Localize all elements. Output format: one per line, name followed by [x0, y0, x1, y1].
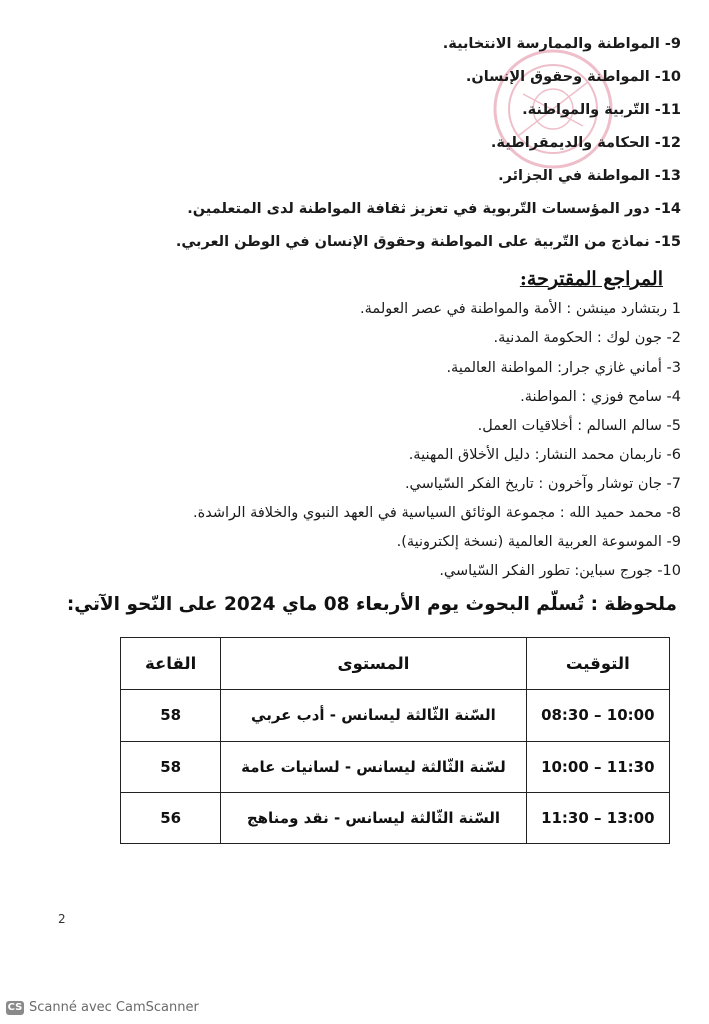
cell-level: السّنة الثّالثة ليسانس - أدب عربي: [221, 690, 526, 741]
reference-item: 4- سامح فوزي : المواطنة.: [520, 389, 681, 405]
submission-note: ملحوظة : تُسلّم البحوث يوم الأربعاء 08 ماي 2024 على النّحو الآتي:: [66, 594, 677, 615]
cell-room: 58: [121, 741, 221, 792]
camscanner-logo-icon: CS: [7, 1002, 23, 1013]
reference-item: 8- محمد حميد الله : مجموعة الوثائق السياسية في العهد النبوي والخلافة الراشدة.: [193, 505, 681, 521]
table-header-row: [121, 638, 670, 690]
topic-item: 10- المواطنة وحقوق الإنسان.: [465, 69, 681, 85]
scanner-footer-text: Scanné avec CamScanner: [29, 1000, 199, 1015]
header-level: المستوى: [221, 638, 526, 690]
reference-item: 6- ناربمان محمد النشار: دليل الأخلاق المهنية.: [408, 447, 681, 463]
topic-item: 11- التّربية والمواطنة.: [522, 102, 681, 118]
topic-item: 14- دور المؤسسات التّربوية في تعزيز ثقافة المواطنة لدى المتعلمين.: [187, 201, 681, 217]
schedule-table: [120, 637, 670, 844]
reference-item: 7- جان توشار وآخرون : تاريخ الفكر السّياسي.: [404, 476, 681, 492]
scanner-footer: [6, 1000, 199, 1015]
cell-level: لسّنة الثّالثة ليسانس - لسانيات عامة: [221, 741, 526, 792]
topic-item: 15- نماذج من التّربية على المواطنة وحقوق الإنسان في الوطن العربي.: [175, 234, 681, 250]
reference-item: 3- أماني غازي جرار: المواطنة العالمية.: [446, 360, 681, 376]
table-row: [121, 690, 670, 741]
cell-room: 56: [121, 792, 221, 843]
topic-item: 9- المواطنة والممارسة الانتخابية.: [442, 36, 681, 52]
cell-room: 58: [121, 690, 221, 741]
cell-time: 08:30 – 10:00: [526, 690, 669, 741]
reference-item: 1 ربتشارد مينشن : الأمة والمواطنة في عصر العولمة.: [360, 301, 681, 317]
topic-item: 13- المواطنة في الجزائر.: [498, 168, 681, 184]
reference-item: 10- جورج سباين: تطور الفكر السّياسي.: [439, 563, 681, 579]
cell-time: 10:00 – 11:30: [526, 741, 669, 792]
table-row: [121, 741, 670, 792]
page-number: 2: [58, 912, 66, 926]
reference-item: 5- سالم السالم : أخلاقيات العمل.: [477, 418, 681, 434]
table-row: [121, 792, 670, 843]
header-room: القاعة: [121, 638, 221, 690]
cell-level: السّنة الثّالثة ليسانس - نقد ومناهج: [221, 792, 526, 843]
reference-item: 9- الموسوعة العربية العالمية (نسخة إلكترونية).: [396, 534, 681, 550]
header-time: التوقيت: [526, 638, 669, 690]
references-heading: المراجع المقترحة:: [519, 268, 663, 290]
topic-item: 12- الحكامة والديمقراطية.: [490, 135, 681, 151]
reference-item: 2- جون لوك : الحكومة المدنية.: [493, 330, 681, 346]
cell-time: 11:30 – 13:00: [526, 792, 669, 843]
